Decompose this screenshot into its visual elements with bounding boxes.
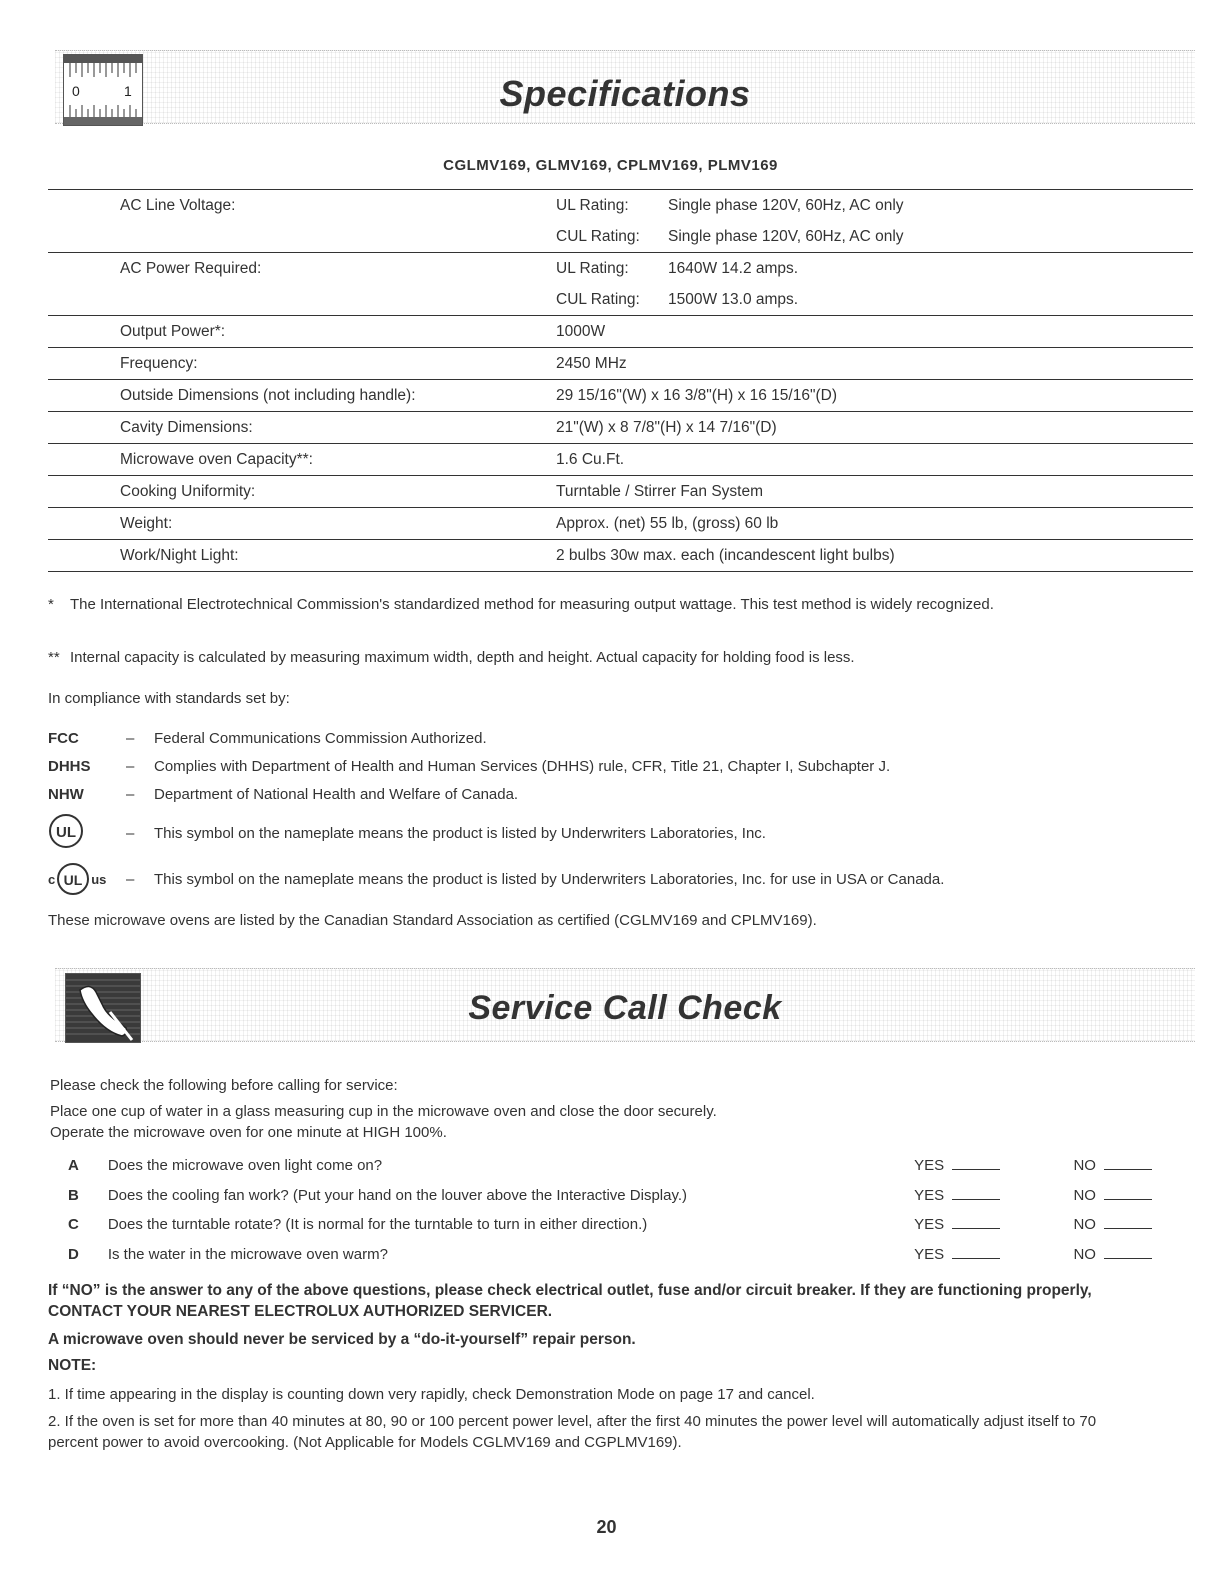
compliance-code: FCC <box>48 729 79 747</box>
service-instruction-2: Operate the microwave oven for one minute at HIGH 100%. <box>50 1124 447 1141</box>
yes-label: YES <box>914 1186 945 1204</box>
spec-row <box>48 348 1193 380</box>
no-field[interactable] <box>1073 1246 1173 1263</box>
note-heading: NOTE: <box>48 1357 97 1374</box>
footnote-1 <box>48 594 1173 616</box>
spec-value: 21"(W) x 8 7/8"(H) x 14 7/16"(D) <box>556 412 1193 444</box>
footnote-text: The International Electrotechnical Commission's standardized method for measuring output wattage. This test method is widely recognized. <box>70 596 994 613</box>
spec-value: 2 bulbs 30w max. each (incandescent light bulbs) <box>556 540 1193 572</box>
spec-row <box>48 221 1193 253</box>
spec-row <box>48 444 1193 476</box>
meter-label-0: 0 <box>72 83 80 99</box>
yes-label: YES <box>914 1216 945 1234</box>
diy-warning: A microwave oven should never be serviced by a “do-it-yourself” repair person. <box>48 1331 636 1348</box>
spec-row <box>48 508 1193 540</box>
question-item <box>50 1151 1173 1181</box>
spec-label: Microwave oven Capacity**: <box>48 444 556 476</box>
spec-row <box>48 380 1193 412</box>
question-text: Is the water in the microwave oven warm? <box>107 1245 388 1263</box>
spec-table-wrap <box>48 189 1173 572</box>
compliance-list <box>48 724 1173 900</box>
spec-label: AC Line Voltage: <box>48 190 556 222</box>
question-text: Does the cooling fan work? (Put your hand on the louver above the Interactive Display.) <box>107 1186 688 1204</box>
spec-label: Cooking Uniformity: <box>48 476 556 508</box>
spec-label: Cavity Dimensions: <box>48 412 556 444</box>
compliance-intro: In compliance with standards set by: <box>48 690 290 707</box>
spec-table <box>48 189 1193 572</box>
compliance-text: Federal Communications Commission Authorized. <box>154 729 487 747</box>
service-intro: Please check the following before calling for service: <box>50 1077 398 1094</box>
yes-field[interactable] <box>914 1187 1073 1204</box>
compliance-text: This symbol on the nameplate means the product is listed by Underwriters Laboratories, Inc. <box>154 824 766 842</box>
no-label: NO <box>1073 1186 1096 1204</box>
csa-note: These microwave ovens are listed by the Canadian Standard Association as certified (CGLMV169 and CPLMV169). <box>48 912 817 929</box>
question-letter: B <box>68 1186 79 1204</box>
spec-row <box>48 316 1193 348</box>
no-label: NO <box>1073 1216 1096 1234</box>
spec-value: Approx. (net) 55 lb, (gross) 60 lb <box>556 508 1193 540</box>
spec-sublabel: CUL Rating: <box>556 284 668 316</box>
spec-row <box>48 412 1193 444</box>
yes-field[interactable] <box>914 1216 1073 1233</box>
compliance-item: DHHS – Complies with Department of Health and Human Services (DHHS) rule, CFR, Title 21, Chapter I, Subchapter J. <box>48 757 891 775</box>
spec-label: Weight: <box>48 508 556 540</box>
spec-value: 1000W <box>556 316 1193 348</box>
question-item <box>50 1181 1173 1211</box>
cul-logo-text: UL <box>63 872 83 888</box>
ul-logo-text: UL <box>56 824 76 841</box>
footnote-text: Internal capacity is calculated by measuring maximum width, depth and height. Actual capacity for holding food is less. <box>70 649 855 666</box>
spec-label: AC Power Required: <box>120 259 262 277</box>
ul-logo-icon <box>48 811 126 855</box>
cul-suffix: us <box>91 871 107 887</box>
cul-logo-icon <box>48 861 126 897</box>
question-list <box>50 1151 1173 1269</box>
spec-value: 1640W 14.2 amps. <box>668 259 799 277</box>
note-1: 1. If time appearing in the display is counting down very rapidly, check Demonstration Mode on page 17 and cancel. <box>48 1386 815 1403</box>
spec-row <box>48 284 1193 316</box>
compliance-item: c UL us – This symbol on the nameplate means the product is listed by Underwriters Laboratories, Inc. for use in USA or Canada. <box>48 858 1173 900</box>
spec-sublabel: UL Rating: <box>556 190 668 222</box>
compliance-item: FCC – Federal Communications Commission Authorized. <box>48 729 487 747</box>
service-instruction-1: Place one cup of water in a glass measuring cup in the microwave oven and close the door securely. <box>50 1103 717 1120</box>
compliance-code: NHW <box>48 785 84 803</box>
note-2: 2. If the oven is set for more than 40 minutes at 80, 90 or 100 percent power level, after the first 40 minutes the power level will automatically adjust itself to 70 percent power to avoid overcooking. (Not Applicable for Models CGLMV169 and CGPLMV169). <box>48 1413 1097 1451</box>
page-number: 20 <box>596 1517 617 1537</box>
no-label: NO <box>1073 1245 1096 1263</box>
meter-label-1: 1 <box>124 83 132 99</box>
question-letter: C <box>68 1216 79 1234</box>
spec-value: Turntable / Stirrer Fan System <box>556 476 1193 508</box>
spec-label: Outside Dimensions (not including handle): <box>48 380 556 412</box>
service-warning: If “NO” is the answer to any of the above questions, please check electrical outlet, fuse and/or circuit breaker. If they are functioning properly, CONTACT YOUR NEAREST ELECTROLUX AUTHORIZED SERVICER. <box>48 1282 1092 1320</box>
spec-row <box>48 190 1193 222</box>
question-text: Does the turntable rotate? (It is normal for the turntable to turn in either direction.) <box>107 1216 648 1234</box>
spec-value: 29 15/16"(W) x 16 3/8"(H) x 16 15/16"(D) <box>556 380 1193 412</box>
spec-row <box>48 253 1193 285</box>
spec-value: 1500W 13.0 amps. <box>668 284 1193 316</box>
spec-sublabel: UL Rating: <box>556 259 629 277</box>
no-label: NO <box>1073 1157 1096 1175</box>
yes-field[interactable] <box>914 1246 1073 1263</box>
compliance-text: Complies with Department of Health and Human Services (DHHS) rule, CFR, Title 21, Chapter I, Subchapter J. <box>154 757 891 775</box>
model-numbers: CGLMV169, GLMV169, CPLMV169, PLMV169 <box>443 157 778 174</box>
spec-value: Single phase 120V, 60Hz, AC only <box>668 190 1193 222</box>
compliance-text: This symbol on the nameplate means the product is listed by Underwriters Laboratories, Inc. for use in USA or Canada. <box>154 870 945 888</box>
cul-prefix: c <box>48 871 56 887</box>
no-field[interactable] <box>1073 1157 1173 1174</box>
specifications-banner <box>55 50 1195 124</box>
spec-value: Single phase 120V, 60Hz, AC only <box>668 221 1193 253</box>
compliance-code: DHHS <box>48 757 91 775</box>
compliance-item: NHW – Department of National Health and Welfare of Canada. <box>48 785 519 803</box>
footnote-mark: ** <box>48 649 60 666</box>
spec-label: Work/Night Light: <box>48 540 556 572</box>
spec-row <box>48 540 1193 572</box>
compliance-item: UL – This symbol on the nameplate means the product is listed by Underwriters Laboratories, Inc. <box>48 808 1173 858</box>
compliance-text: Department of National Health and Welfare of Canada. <box>154 785 519 803</box>
question-item <box>50 1240 1173 1270</box>
specifications-title: Specifications <box>499 73 751 114</box>
spec-row <box>48 476 1193 508</box>
footnote-2 <box>48 647 1173 669</box>
spec-label: Frequency: <box>48 348 556 380</box>
yes-label: YES <box>914 1157 945 1175</box>
question-text: Does the microwave oven light come on? <box>107 1157 383 1175</box>
spec-label: Output Power*: <box>48 316 556 348</box>
question-letter: D <box>68 1245 79 1263</box>
yes-label: YES <box>914 1245 945 1263</box>
question-item <box>50 1210 1173 1240</box>
yes-field[interactable] <box>914 1157 1073 1174</box>
service-title: Service Call Check <box>468 989 782 1027</box>
question-letter: A <box>68 1157 79 1175</box>
no-field[interactable] <box>1073 1187 1173 1204</box>
service-banner <box>55 968 1195 1042</box>
spec-value: 1.6 Cu.Ft. <box>556 444 1193 476</box>
no-field[interactable] <box>1073 1216 1173 1233</box>
spec-value: 2450 MHz <box>556 348 1193 380</box>
footnote-mark: * <box>48 596 54 613</box>
spec-sublabel: CUL Rating: <box>556 221 668 253</box>
